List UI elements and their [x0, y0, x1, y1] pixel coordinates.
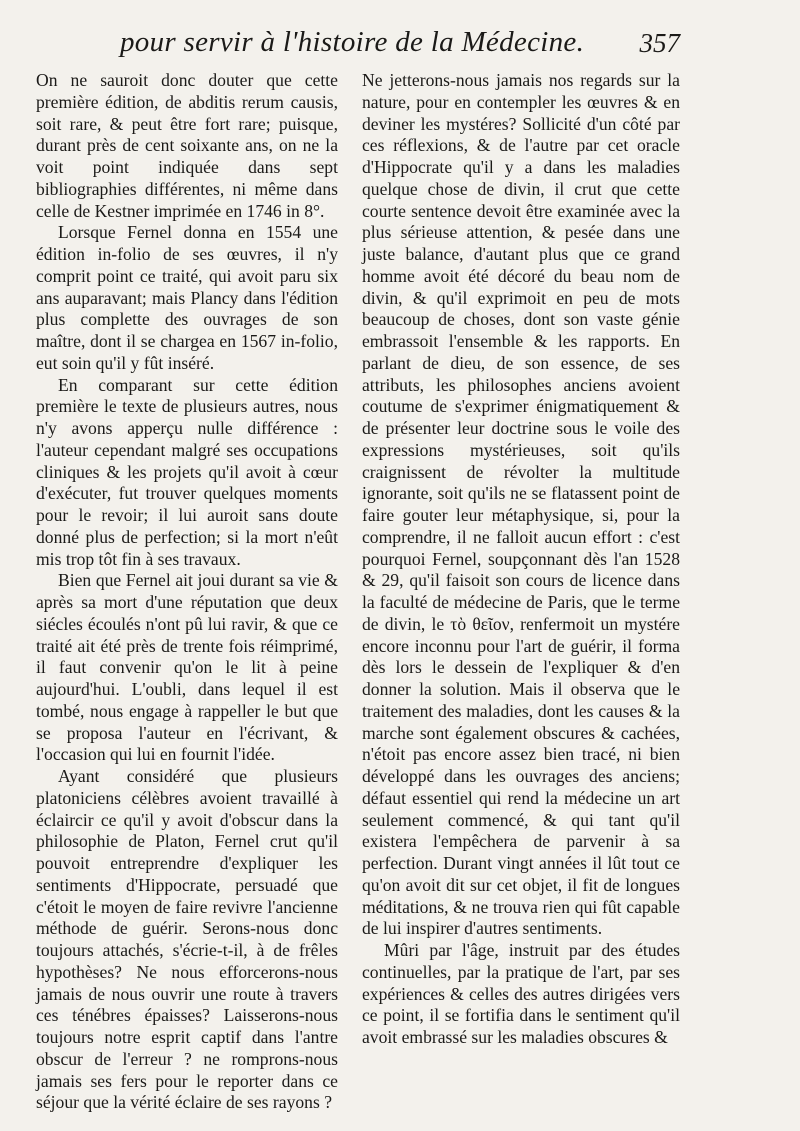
paragraph: Lorsque Fernel donna en 1554 une édition in-folio de ses œuvres, il n'y comprit point ce traité, qui avoit paru six ans auparavant; mais Plancy dans l'édition plus complette des ouvrages de son maître, dont il se chargea en 1567 in-folio, eut soin qu'il y fût inséré.	[36, 222, 338, 373]
left-column	[36, 70, 338, 1114]
paragraph: On ne sauroit donc douter que cette première édition, de abditis rerum causis, soit rare, & peut être fort rare; puisque, durant près de cent soixante ans, on ne la voit point indiquée dans sept bibliographies différentes, ni même dans celle de Kestner imprimée en 1746 in 8°.	[36, 70, 338, 221]
paragraph: Ne jetterons-nous jamais nos regards sur la nature, pour en contempler les œuvres & en deviner les mystéres? Sollicité d'un côté par ces réflexions, & de l'autre par cet oracle d'Hippocrate qu'il y a dans les maladies quelque chose de divin, il crut que cette courte sentence devoit être examinée avec la plus sérieuse attention, & pesée dans une juste balance, d'autant plus que ce grand homme avoit été décoré du beau nom de divin, & qu'il exprimoit en peu de mots beaucoup de choses, dont son vaste génie embrassoit l'ensemble & les rapports. En parlant de dieu, de son essence, de ses attributs, les philosophes anciens avoient coutume de s'exprimer énigmatiquement & de présenter leur doctrine sous le voile des expressions mystérieuses, soit qu'ils craignissent de révolter la multitude ignorante, soit qu'ils ne se flatassent point de faire gouter leur métaphysique, si, pour la comprendre, il ne falloit aucun effort : c'est pourquoi Fernel, soupçonnant dès l'an 1528 & 29, qu'il faisoit son cours de licence dans la faculté de médecine de Paris, que le terme de divin, le τὸ θεῖον, renfermoit un mystére encore inconnu pour l'art de guérir, il forma dès lors le dessein de l'expliquer & d'en donner la solution. Mais il observa que le traitement des maladies, dont les causes & la marche sont également obscures & cachées, n'étoit pas encore assez bien tracé, ni bien développé dans les ouvrages des anciens; défaut essentiel qui rend la médecine un art seulement commencé, & qui tant qu'il existera l'empêchera de parvenir à sa perfection. Durant vingt années il lût tout ce qu'on avoit dit sur cet objet, il fit de longues méditations, & ne trouva rien qui fût capable de lui inspirer d'autres sentiments.	[362, 70, 680, 939]
paragraph: Mûri par l'âge, instruit par des études continuelles, par la pratique de l'art, par ses expériences & celles des autres dirigées vers ce point, il se fortifia dans le sentiment qu'il avoit embrassé sur les maladies obscures &	[362, 940, 680, 1047]
page-number: 357	[639, 28, 680, 58]
paragraph: Bien que Fernel ait joui durant sa vie & après sa mort d'une réputation que deux siécles écoulés n'ont pû lui ravir, & que ce traité ait été près de trente fois réimprimé, il faut convenir qu'on le lit à peine aujourd'hui. L'oubli, dans lequel il est tombé, nous engage à rappeller le but que se proposa l'auteur en l'écrivant, & l'occasion qui lui en fournit l'idée.	[36, 570, 338, 765]
page-header	[120, 22, 680, 64]
paragraph: En comparant sur cette édition première le texte de plusieurs autres, nous n'y avons apperçu nulle différence : l'auteur cependant malgré ses occupations cliniques & les projets qu'il avoit à cœur d'exécuter, fut trouver quelques moments pour le revoir; il lui auroit sans doute donné plus de perfection; si la mort n'eût mis trop tôt fin à ses travaux.	[36, 374, 338, 569]
running-head: pour servir à l'histoire de la Médecine.	[120, 26, 585, 58]
paragraph: Ayant considéré que plusieurs platoniciens célèbres avoient travaillé à éclaircir ce qu'il y avoit d'obscur dans la philosophie de Platon, Fernel crut qu'il pouvoit entreprendre d'expliquer les sentiments d'Hippocrate, persuadé que c'étoit le moyen de faire revivre l'ancienne méthode de guérir. Serons-nous donc toujours attachés, s'écrie-t-il, à de frêles hypothèses? Ne nous efforcerons-nous jamais de nous ouvrir une route à travers ces ténébres épaisses? Laisserons-nous toujours notre esprit captif dans l'antre obscur de l'erreur ? ne romprons-nous jamais ses fers pour le reporter dans ce séjour que la vérité éclaire de ses rayons ?	[36, 766, 338, 1113]
right-column	[362, 70, 680, 1049]
